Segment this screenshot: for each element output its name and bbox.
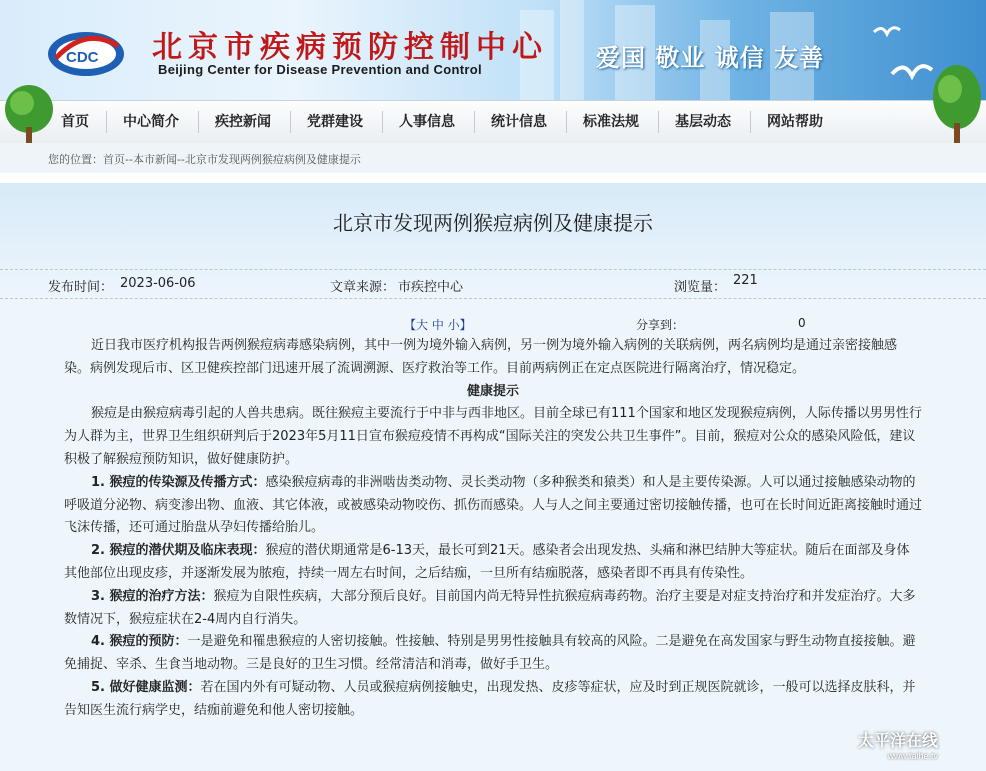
section-title: 1. 猴痘的传染源及传播方式： <box>91 474 266 490</box>
source-label: 文章来源： <box>330 280 396 295</box>
source-value: 市疾控中心 <box>398 280 464 295</box>
paragraph <box>64 472 922 540</box>
nav-separator <box>382 111 383 133</box>
font-size-switcher[interactable]: 【大 中 小】 <box>404 318 472 332</box>
paragraph: 猴痘是由猴痘病毒引起的人兽共患病。既往猴痘主要流行于中非与西非地区。目前全球已有111个国家和地区发现猴痘病例，人际传播以男男性行为人群为主，世界卫生组织研判后于2023年5月11日宣布猴痘疫情不再构成“国际关注的突发公共卫生事件”。目前，猴痘对公众的感染风险低，建议积极了解猴痘预防知识，做好健康防护。 <box>64 406 922 467</box>
nav-item-news[interactable]: 疾控新闻 <box>215 114 271 130</box>
nav-item-stats[interactable]: 统计信息 <box>491 114 547 130</box>
section-text: 猴痘为自限性疾病，大部分预后良好。目前国内尚无特异性抗猴痘病毒药物。治疗主要是对症支持治疗和并发症治疗。大多数情况下，猴痘症状在2-4周内自行消失。 <box>64 588 916 627</box>
publish-label: 发布时间： <box>48 280 114 295</box>
nav-separator <box>290 111 291 133</box>
breadcrumb-home-link[interactable]: 首页 <box>103 153 125 166</box>
views-label: 浏览量： <box>674 280 727 295</box>
views-count: 221 <box>733 273 758 288</box>
breadcrumb-separator: -- <box>176 153 185 166</box>
share-count: 0 <box>798 316 806 330</box>
watermark-url: www.taihe.tv <box>887 751 939 761</box>
section-text: 若在国内外有可疑动物、人员或猴痘病例接触史，出现发热、皮疹等症状，应及时到正规医院就诊，一般可以选择皮肤科，并告知医生流行病学史，结痂前避免和他人密切接触。 <box>64 679 916 718</box>
tree-icon <box>930 63 984 143</box>
nav-item-home[interactable]: 首页 <box>61 114 89 130</box>
nav-separator <box>566 111 567 133</box>
nav-item-standards[interactable]: 标准法规 <box>583 114 639 130</box>
slogan: 爱国 敬业 诚信 友善 <box>596 44 825 72</box>
main-nav <box>0 100 986 144</box>
seagull-icon <box>872 22 902 46</box>
watermark-brand: 太平洋在线 <box>858 731 939 750</box>
article-body <box>64 335 922 723</box>
section-title: 3. 猴痘的治疗方法： <box>91 588 214 604</box>
site-title-cn: 北京市疾病预防控制中心 <box>152 30 548 65</box>
article-area <box>0 183 986 771</box>
section-text: 一是避免和罹患猴痘的人密切接触。性接触、特别是男男性接触具有较高的风险。二是避免在高发国家与野生动物直接接触。避免捕捉、宰杀、生食当地动物。三是良好的卫生习惯。经常清洁和消毒，做好手卫生。 <box>64 634 916 673</box>
nav-item-hr[interactable]: 人事信息 <box>399 114 455 130</box>
breadcrumb-text <box>48 151 361 167</box>
tree-icon <box>2 83 56 143</box>
section-title: 4. 猴痘的预防： <box>91 634 188 650</box>
article-meta <box>0 269 986 299</box>
nav-separator <box>474 111 475 133</box>
breadcrumb-news-link[interactable]: 本市新闻 <box>132 153 177 166</box>
nav-item-grassroots[interactable]: 基层动态 <box>675 114 731 130</box>
svg-text:CDC: CDC <box>66 49 99 66</box>
paragraph <box>64 540 922 586</box>
nav-separator <box>106 111 107 133</box>
nav-item-help[interactable]: 网站帮助 <box>767 114 823 130</box>
nav-item-about[interactable]: 中心简介 <box>123 114 179 130</box>
section-text: 猴痘的潜伏期通常是6-13天，最长可到21天。感染者会出现发热、头痛和淋巴结肿大等症状。随后在面部及身体其他部位出现皮疹，并逐渐发展为脓疱，持续一周左右时间，之后结痂，一旦所有结痂脱落，感染者即不再具有传染性。 <box>64 543 910 581</box>
section-title: 5. 做好健康监测： <box>91 679 201 695</box>
nav-item-party[interactable]: 党群建设 <box>307 114 363 130</box>
nav-separator <box>658 111 659 133</box>
paragraph: 近日我市医疗机构报告两例猴痘病毒感染病例，其中一例为境外输入病例，另一例为境外输入病例的关联病例，两名病例均是通过亲密接触感染。病例发现后市、区卫健疾控部门迅速开展了流调溯源、医疗救治等工作。目前两病例正在定点医院进行隔离治疗，情况稳定。 <box>64 338 898 376</box>
nav-separator <box>198 111 199 133</box>
article-title: 北京市发现两例猴痘病例及健康提示 <box>333 211 653 235</box>
section-title: 2. 猴痘的潜伏期及临床表现： <box>91 543 266 559</box>
seagull-icon <box>890 58 934 88</box>
breadcrumb-separator: -- <box>125 153 133 166</box>
breadcrumb-prefix: 您的位置： <box>48 153 103 166</box>
paragraph <box>64 586 922 632</box>
publish-date: 2023-06-06 <box>120 276 196 291</box>
share-label: 分享到： <box>636 318 685 332</box>
paragraph <box>64 677 922 723</box>
section-heading: 健康提示 <box>466 383 519 399</box>
site-title-en: Beijing Center for Disease Prevention and Control <box>158 62 482 77</box>
paragraph <box>64 631 922 677</box>
nav-separator <box>750 111 751 133</box>
breadcrumb <box>0 143 986 173</box>
watermark <box>858 728 938 761</box>
building-decoration <box>560 0 584 100</box>
breadcrumb-current[interactable]: 北京市发现两例猴痘病例及健康提示 <box>184 153 361 166</box>
site-header <box>0 0 986 100</box>
section-text: 感染猴痘病毒的非洲啮齿类动物、灵长类动物（多种猴类和猿类）和人是主要传染源。人可以通过接触感染动物的呼吸道分泌物、病变渗出物、血液、其它体液，或被感染动物咬伤、抓伤而感染。人与人之间主要通过密切接触传播，也可在长时间近距离接触时通过飞沫传播，还可通过胎盘从孕妇传播给胎儿。 <box>64 474 923 536</box>
cdc-logo-icon[interactable] <box>44 22 128 82</box>
